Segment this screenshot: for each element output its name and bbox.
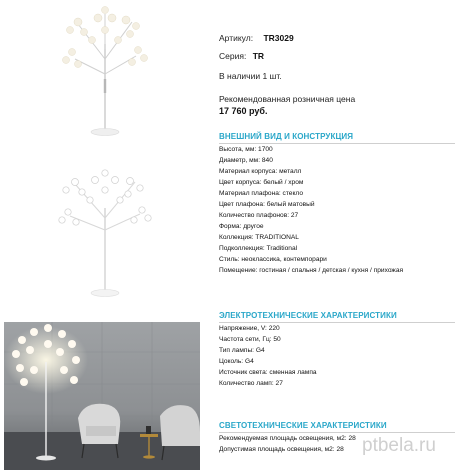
watermark: ptbela.ru <box>362 435 436 456</box>
product-images <box>0 0 210 476</box>
spec-item: Диаметр, мм: 840 <box>219 157 273 164</box>
section-divider <box>219 322 455 323</box>
spec-item: Материал плафона: стекло <box>219 190 304 197</box>
spec-item: Допустимая площадь освещения, м2: 28 <box>219 446 344 453</box>
spec-item: Рекомендуемая площадь освещения, м2: 28 <box>219 435 356 442</box>
section-divider <box>219 432 455 433</box>
spec-item: Форма: другое <box>219 223 264 230</box>
spec-item: Тип лампы: G4 <box>219 347 265 354</box>
series-label: Серия: <box>219 51 247 61</box>
section-title-electrical: ЭЛЕКТРОТЕХНИЧЕСКИЕ ХАРАКТЕРИСТИКИ <box>219 311 397 320</box>
product-image-unlit <box>50 168 160 308</box>
spec-item: Цвет корпуса: белый / хром <box>219 179 304 186</box>
spec-item: Коллекция: TRADITIONAL <box>219 234 299 241</box>
spec-item: Подколлекция: Traditional <box>219 245 298 252</box>
section-divider <box>219 143 455 144</box>
spec-item: Количество плафонов: 27 <box>219 212 299 219</box>
section-title-lighting: СВЕТОТЕХНИЧЕСКИЕ ХАРАКТЕРИСТИКИ <box>219 421 387 430</box>
spec-item: Количество ламп: 27 <box>219 380 283 387</box>
spec-item: Высота, мм: 1700 <box>219 146 273 153</box>
spec-item: Помещение: гостиная / спальня / детская / кухня / прихожая <box>219 267 404 274</box>
spec-item: Цвет плафона: белый матовый <box>219 201 315 208</box>
spec-item: Стиль: неоклассика, контемпорари <box>219 256 327 263</box>
price-value: 17 760 руб. <box>219 106 268 116</box>
series-row <box>219 51 264 61</box>
spec-item: Цоколь: G4 <box>219 358 254 365</box>
spec-item: Материал корпуса: металл <box>219 168 302 175</box>
article-value: TR3029 <box>263 33 294 43</box>
stock-status: В наличии 1 шт. <box>219 71 282 81</box>
spec-item: Напряжение, V: 220 <box>219 325 280 332</box>
series-value: TR <box>252 51 265 61</box>
spec-item: Источник света: сменная лампа <box>219 369 317 376</box>
interior-photo <box>4 322 200 470</box>
section-title-appearance: ВНЕШНИЙ ВИД И КОНСТРУКЦИЯ <box>219 132 354 141</box>
spec-item: Частота сети, Гц: 50 <box>219 336 281 343</box>
article-label: Артикул: <box>219 33 254 43</box>
article-row <box>219 33 294 43</box>
price-label: Рекомендованная розничная цена <box>219 94 356 104</box>
product-image-lit <box>50 4 160 144</box>
